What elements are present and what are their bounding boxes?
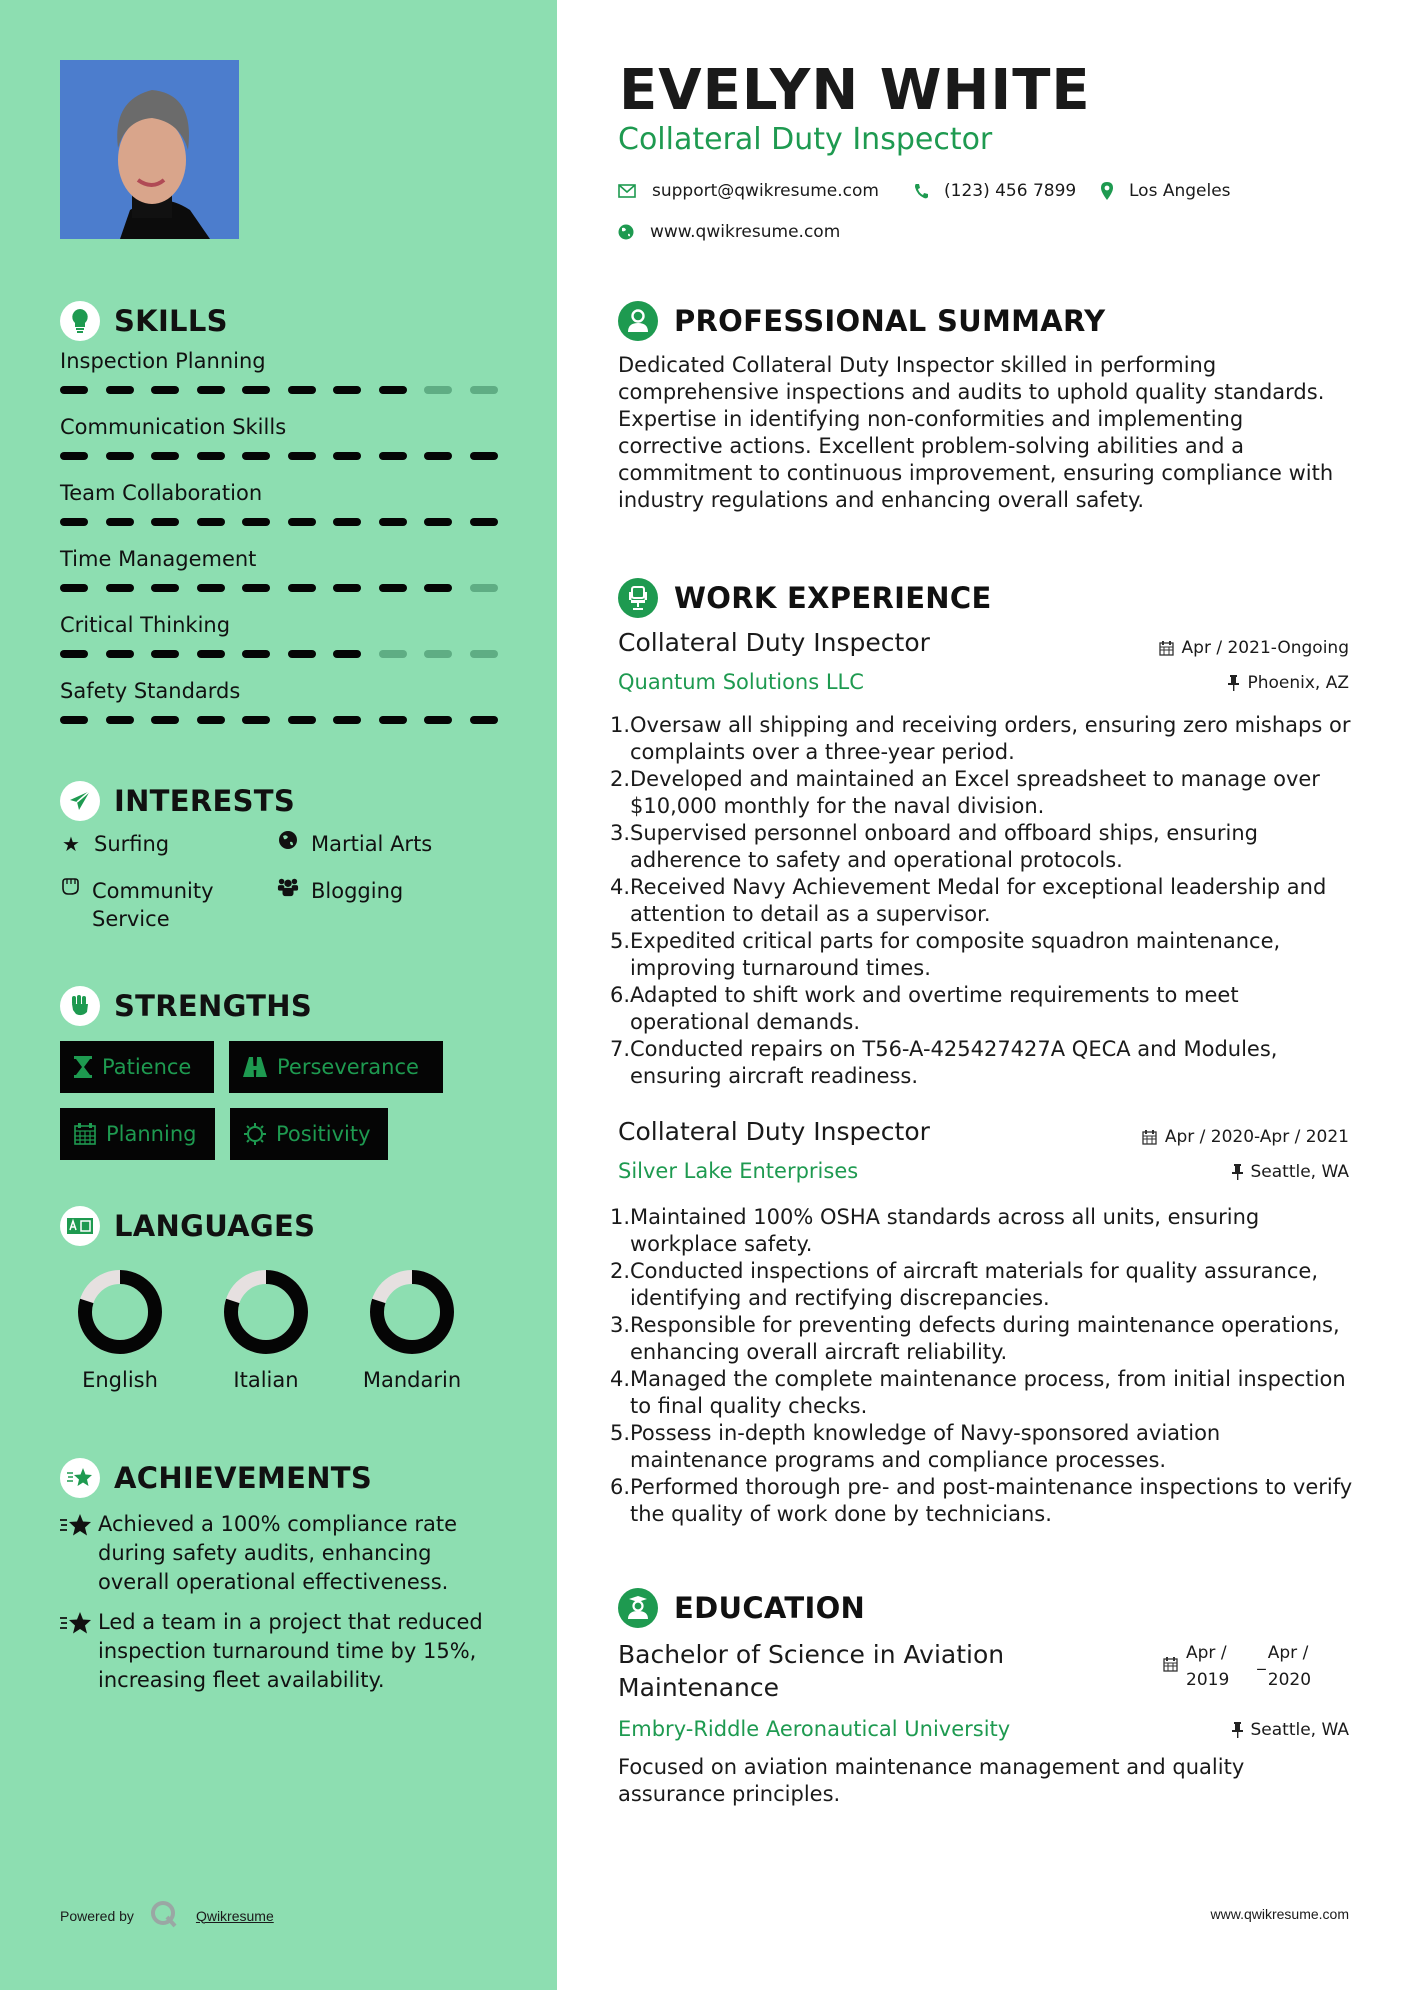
interest-item-martial-arts: [277, 830, 432, 858]
skill-level-segment: [242, 452, 270, 460]
skill-level-segment: [470, 584, 498, 592]
skill-item: [60, 547, 500, 592]
paper-plane-icon: [60, 781, 100, 821]
education-location: [1232, 1720, 1350, 1740]
sidebar: [0, 0, 557, 1990]
skill-name: Team Collaboration: [60, 481, 263, 505]
skill-level-segment: [288, 452, 316, 460]
job-dates-text: Apr / 2021-Ongoing: [1181, 638, 1349, 658]
skill-level-segment: [470, 452, 498, 460]
skill-level-segment: [197, 452, 225, 460]
skill-item: [60, 481, 500, 526]
skill-name: Safety Standards: [60, 679, 241, 703]
phone-icon: [914, 183, 928, 199]
languages-title: LANGUAGES: [114, 1209, 316, 1243]
users-icon: [277, 877, 299, 897]
office-chair-icon: [618, 578, 658, 618]
skill-level-segment: [424, 716, 452, 724]
skill-item: [60, 415, 500, 460]
bullet-text: Possess in-depth knowledge of Navy-sponsored aviation maintenance programs and compliance processes.: [630, 1421, 1221, 1472]
skill-level-segment: [106, 386, 134, 394]
achievements-heading: [60, 1458, 372, 1498]
skill-level-segment: [333, 386, 361, 394]
experience-heading: [618, 578, 992, 618]
strengths-heading: [60, 986, 312, 1026]
skill-level-segment: [288, 716, 316, 724]
skill-level-segment: [424, 452, 452, 460]
skill-level-segment: [379, 584, 407, 592]
interest-label: Martial Arts: [311, 832, 433, 856]
bullet-number: 7.: [610, 1037, 631, 1061]
skill-level-segment: [60, 584, 88, 592]
bullet-number: 5.: [610, 1421, 631, 1445]
education-heading: [618, 1588, 865, 1628]
language-label: Italian: [233, 1368, 299, 1392]
skill-level-segment: [333, 716, 361, 724]
skill-level-segment: [106, 584, 134, 592]
education-location-text: Seattle, WA: [1250, 1720, 1349, 1740]
skills-heading: [60, 301, 228, 341]
job-location-text: Seattle, WA: [1250, 1162, 1349, 1182]
skill-level-segment: [288, 584, 316, 592]
skill-level-segment: [60, 518, 88, 526]
skill-item: [60, 679, 500, 724]
bullet-text: Conducted repairs on T56-A-425427427A QECA and Modules, ensuring aircraft readiness.: [630, 1037, 1278, 1088]
interests-heading: [60, 781, 295, 821]
bullet-number: 2.: [610, 1259, 631, 1283]
job-location: [1228, 673, 1349, 693]
skill-level-segment: [151, 584, 179, 592]
skill-name: Time Management: [60, 547, 257, 571]
skill-level-segment: [151, 716, 179, 724]
skill-level-segment: [242, 584, 270, 592]
start-month: Apr /: [1186, 1643, 1227, 1663]
skill-level-segment: [333, 584, 361, 592]
skill-level-segment: [106, 452, 134, 460]
skill-level-segment: [242, 518, 270, 526]
skill-level-segment: [197, 650, 225, 658]
skill-level-segment: [242, 716, 270, 724]
skill-level-segment: [470, 716, 498, 724]
powered-by: [60, 1900, 274, 1931]
graduate-icon: [618, 1588, 658, 1628]
skill-level-segment: [288, 386, 316, 394]
contact-email[interactable]: [618, 181, 879, 201]
website-text: www.qwikresume.com: [650, 222, 841, 242]
bullet-item: [610, 1474, 1358, 1528]
summary-text: Dedicated Collateral Duty Inspector skilled in performing comprehensive inspections and audits to uphold quality standards. Expertise in identifying non-conformities and implementing corrective actions. Excellent problem-solving abilities and a commitment to continuous improvement, ensuring compliance with industry regulations and enhancing overall safety.: [618, 353, 1334, 512]
interest-item-surfing: [60, 830, 169, 858]
bullet-item: [610, 1366, 1358, 1420]
achievement-star-icon: [60, 1458, 100, 1498]
skill-name: Communication Skills: [60, 415, 287, 439]
skill-level-segment: [197, 386, 225, 394]
skill-level-segment: [379, 716, 407, 724]
translate-icon: [60, 1206, 100, 1246]
language-proficiency-donut: [78, 1270, 162, 1354]
strength-label: Planning: [106, 1122, 197, 1146]
skill-level-segment: [106, 716, 134, 724]
bullet-text: Conducted inspections of aircraft materials for quality assurance, identifying and rectifying discrepancies.: [630, 1259, 1319, 1310]
interest-label: Blogging: [311, 879, 404, 903]
pushpin-icon: [1228, 675, 1239, 691]
skill-name: Inspection Planning: [60, 349, 266, 373]
language-proficiency-donut: [370, 1270, 454, 1354]
contact-location: [1101, 181, 1231, 201]
skill-level-segment: [197, 584, 225, 592]
contact-website[interactable]: [618, 222, 840, 242]
skill-level-segment: [424, 386, 452, 394]
skill-level-segment: [60, 650, 88, 658]
bullet-item: [610, 1312, 1358, 1366]
skill-level-bar: [60, 386, 498, 394]
globe-icon: [618, 224, 634, 240]
end-month: Apr /: [1267, 1643, 1309, 1663]
skill-level-segment: [379, 452, 407, 460]
skill-level-segment: [197, 518, 225, 526]
location-text: Los Angeles: [1129, 181, 1231, 201]
calendar-icon: [1163, 1656, 1178, 1672]
strength-chip-patience: [60, 1041, 214, 1093]
education-description: Focused on aviation maintenance management and quality assurance principles.: [618, 1755, 1245, 1806]
skill-level-segment: [470, 650, 498, 658]
job-dates-text: Apr / 2020-Apr / 2021: [1164, 1127, 1349, 1147]
interest-label: Surfing: [94, 832, 170, 856]
job-dates: [1142, 1127, 1349, 1147]
strength-chip-perseverance: [229, 1041, 443, 1093]
sun-icon: [244, 1123, 266, 1145]
bullet-text: Managed the complete maintenance process, from initial inspection to final quality checks.: [630, 1367, 1346, 1418]
calendar-icon: [1159, 640, 1174, 656]
achievement-star-icon: [60, 1510, 98, 1597]
bullet-text: Adapted to shift work and overtime requirements to meet operational demands.: [630, 983, 1239, 1034]
end-year: 2020: [1267, 1670, 1312, 1690]
achievement-item: [60, 1510, 500, 1597]
interest-item-blogging: [277, 877, 403, 905]
bullet-item: [610, 820, 1358, 874]
bullet-text: Received Navy Achievement Medal for exceptional leadership and attention to detail as a supervisor.: [630, 875, 1327, 926]
bullet-item: [610, 1204, 1358, 1258]
qwikresume-link[interactable]: Qwikresume: [195, 1907, 274, 1924]
skill-level-segment: [333, 650, 361, 658]
bullet-item: [610, 928, 1358, 982]
skill-level-segment: [106, 650, 134, 658]
skill-level-segment: [197, 716, 225, 724]
strength-label: Patience: [102, 1055, 192, 1079]
job-location-text: Phoenix, AZ: [1247, 673, 1349, 693]
fist-outline-icon: [60, 877, 80, 897]
company-name: Quantum Solutions LLC: [618, 670, 864, 694]
strength-label: Positivity: [276, 1122, 371, 1146]
skill-level-segment: [424, 518, 452, 526]
degree-title: Bachelor of Science in Aviation Maintenance: [618, 1640, 1005, 1702]
bullet-number: 6.: [610, 1475, 631, 1499]
strength-chip-planning: [60, 1108, 215, 1160]
bullet-number: 4.: [610, 1367, 631, 1391]
skill-level-segment: [379, 650, 407, 658]
bullet-text: Expedited critical parts for composite squadron maintenance, improving turnaround times.: [630, 929, 1281, 980]
experience-title: WORK EXPERIENCE: [674, 581, 992, 615]
interest-item-community-service: [60, 877, 260, 933]
skill-item: [60, 349, 500, 394]
bullet-text: Maintained 100% OSHA standards across all units, ensuring workplace safety.: [630, 1205, 1260, 1256]
skill-level-segment: [60, 386, 88, 394]
achievement-text: Achieved a 100% compliance rate during safety audits, enhancing overall operational effectiveness.: [98, 1512, 458, 1594]
pushpin-icon: [1232, 1722, 1243, 1738]
skill-level-segment: [333, 518, 361, 526]
phone-text: (123) 456 7899: [944, 181, 1077, 201]
skill-level-segment: [470, 386, 498, 394]
skill-level-bar: [60, 518, 498, 526]
skill-level-segment: [288, 518, 316, 526]
skill-level-segment: [379, 386, 407, 394]
job-bullets: [610, 712, 1358, 1090]
bullet-item: [610, 1420, 1358, 1474]
date-separator: _: [1257, 1651, 1266, 1671]
skill-level-segment: [379, 518, 407, 526]
bullet-item: [610, 766, 1358, 820]
map-pin-icon: [1101, 182, 1113, 200]
skill-level-segment: [470, 518, 498, 526]
interests-title: INTERESTS: [114, 784, 296, 818]
candidate-name: EVELYN WHITE: [619, 58, 1091, 123]
bullet-text: Oversaw all shipping and receiving orders, ensuring zero mishaps or complaints over a three-year period.: [630, 713, 1351, 764]
skill-name: Critical Thinking: [60, 613, 231, 637]
email-text: support@qwikresume.com: [652, 181, 879, 201]
summary-title: PROFESSIONAL SUMMARY: [674, 304, 1106, 338]
contact-phone[interactable]: [914, 181, 1076, 201]
skill-level-segment: [151, 386, 179, 394]
achievement-item: [60, 1608, 500, 1695]
languages-heading: [60, 1206, 315, 1246]
bullet-item: [610, 1036, 1358, 1090]
skill-level-segment: [151, 650, 179, 658]
bullet-number: 3.: [610, 821, 631, 845]
star-icon: ★: [62, 832, 80, 856]
hourglass-icon: [74, 1056, 92, 1078]
bullet-item: [610, 1258, 1358, 1312]
skill-level-segment: [151, 452, 179, 460]
skill-level-segment: [60, 716, 88, 724]
language-label: Mandarin: [362, 1368, 462, 1392]
language-item: [352, 1270, 472, 1392]
bullet-number: 1.: [610, 1205, 631, 1229]
candidate-role: Collateral Duty Inspector: [618, 122, 993, 157]
summary-heading: [618, 301, 1105, 341]
bullet-item: [610, 982, 1358, 1036]
start-year: 2019: [1186, 1670, 1230, 1690]
fist-icon: [60, 986, 100, 1026]
bullet-item: [610, 712, 1358, 766]
company-name: Silver Lake Enterprises: [618, 1159, 859, 1183]
education-start: [1186, 1640, 1229, 1694]
envelope-icon: [618, 184, 636, 198]
strengths-title: STRENGTHS: [114, 989, 313, 1023]
bullet-number: 5.: [610, 929, 631, 953]
language-item: [206, 1270, 326, 1392]
education-end: [1268, 1640, 1311, 1694]
language-proficiency-donut: [224, 1270, 308, 1354]
job-title: Collateral Duty Inspector: [618, 1117, 930, 1146]
job-bullets: [610, 1204, 1358, 1528]
language-item: [60, 1270, 180, 1392]
job-dates: [1159, 638, 1349, 658]
footer-website-link[interactable]: www.qwikresume.com: [1210, 1906, 1349, 1922]
qwikresume-logo-icon: [150, 1900, 178, 1931]
globe-icon: [277, 830, 299, 850]
powered-by-label: Powered by: [60, 1907, 134, 1924]
skill-level-bar: [60, 650, 498, 658]
skill-level-bar: [60, 716, 498, 724]
skill-item: [60, 613, 500, 658]
skills-title: SKILLS: [114, 304, 228, 338]
bullet-text: Responsible for preventing defects during maintenance operations, enhancing overall aircraft reliability.: [630, 1313, 1340, 1364]
education-title: EDUCATION: [674, 1591, 866, 1625]
pushpin-icon: [1232, 1164, 1243, 1180]
bullet-text: Developed and maintained an Excel spreadsheet to manage over $10,000 monthly for the naval division.: [630, 767, 1320, 818]
skill-level-segment: [288, 650, 316, 658]
strength-chip-positivity: [230, 1108, 388, 1160]
bullet-number: 2.: [610, 767, 631, 791]
skill-level-segment: [242, 386, 270, 394]
job-location: [1232, 1162, 1350, 1182]
skill-level-segment: [106, 518, 134, 526]
achievement-text: Led a team in a project that reduced inspection turnaround time by 15%, increasing fleet availability.: [98, 1610, 483, 1692]
education-dates: [1163, 1640, 1311, 1694]
bullet-number: 1.: [610, 713, 631, 737]
bullet-number: 6.: [610, 983, 631, 1007]
skill-level-segment: [151, 518, 179, 526]
interest-label: Community Service: [92, 879, 214, 931]
user-icon: [618, 301, 658, 341]
lightbulb-icon: [60, 301, 100, 341]
achievements-title: ACHIEVEMENTS: [114, 1461, 373, 1495]
bullet-item: [610, 874, 1358, 928]
road-icon: [243, 1057, 267, 1077]
skill-level-segment: [424, 584, 452, 592]
bullet-text: Supervised personnel onboard and offboard ships, ensuring adherence to safety and operational protocols.: [630, 821, 1258, 872]
profile-photo: [60, 60, 239, 239]
skill-level-segment: [333, 452, 361, 460]
bullet-number: 3.: [610, 1313, 631, 1337]
language-label: English: [82, 1368, 158, 1392]
skill-level-segment: [424, 650, 452, 658]
job-title: Collateral Duty Inspector: [618, 628, 930, 657]
bullet-text: Performed thorough pre- and post-maintenance inspections to verify the quality of work done by technicians.: [630, 1475, 1353, 1526]
skill-level-bar: [60, 584, 498, 592]
achievement-star-icon: [60, 1608, 98, 1695]
calendar-icon: [1142, 1129, 1157, 1145]
school-name: Embry-Riddle Aeronautical University: [618, 1717, 1011, 1741]
bullet-number: 4.: [610, 875, 631, 899]
strength-label: Perseverance: [277, 1055, 419, 1079]
skill-level-segment: [242, 650, 270, 658]
skill-level-segment: [60, 452, 88, 460]
calendar-icon: [74, 1123, 96, 1145]
skill-level-bar: [60, 452, 498, 460]
